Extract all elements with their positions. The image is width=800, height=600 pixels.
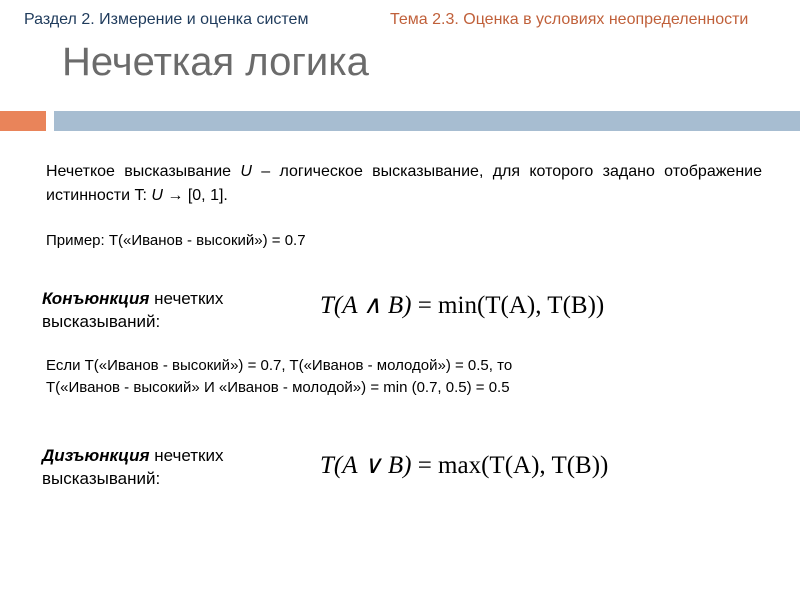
definition-part: Нечеткое высказывание [46, 163, 241, 180]
topic-header: Тема 2.3. Оценка в условиях неопределенности [390, 11, 749, 28]
accent-bar-blue [54, 111, 800, 131]
definition-text [46, 160, 762, 208]
conjunction-rest: нечетких высказываний: [42, 289, 224, 331]
definition-part: → [0, 1]. [162, 187, 228, 204]
conj-example-line1: Если T(«Иванов - высокий») = 0.7, T(«Иванов - молодой») = 0.5, то [46, 357, 513, 374]
variable-u: U [240, 163, 252, 180]
accent-bar-orange [0, 111, 46, 131]
slide-title: Нечеткая логика [62, 40, 369, 84]
formula-lhs: T(A ∧ B) [320, 292, 412, 319]
conjunction-term: Конъюнкция [42, 289, 150, 308]
disjunction-formula [320, 450, 608, 480]
example-text: Пример: T(«Иванов - высокий») = 0.7 [46, 232, 306, 249]
formula-lhs: T(A ∨ B) [320, 452, 412, 479]
conjunction-label [42, 287, 282, 333]
conjunction-example [46, 355, 512, 399]
formula-rhs: = max(T(A), T(B)) [411, 452, 609, 479]
conj-example-line2: T(«Иванов - высокий» И «Иванов - молодой») = min (0.7, 0.5) = 0.5 [46, 379, 510, 396]
variable-u: U [151, 187, 163, 204]
definition-part: – логическое высказывание, для которого задано отображение истинности T: [46, 163, 762, 204]
disjunction-label [42, 444, 282, 490]
formula-rhs: = min(T(A), T(B)) [411, 292, 605, 319]
disjunction-term: Дизъюнкция [42, 446, 150, 465]
section-header: Раздел 2. Измерение и оценка систем [24, 11, 309, 28]
conjunction-formula [320, 290, 604, 320]
disjunction-rest: нечетких высказываний: [42, 446, 224, 488]
